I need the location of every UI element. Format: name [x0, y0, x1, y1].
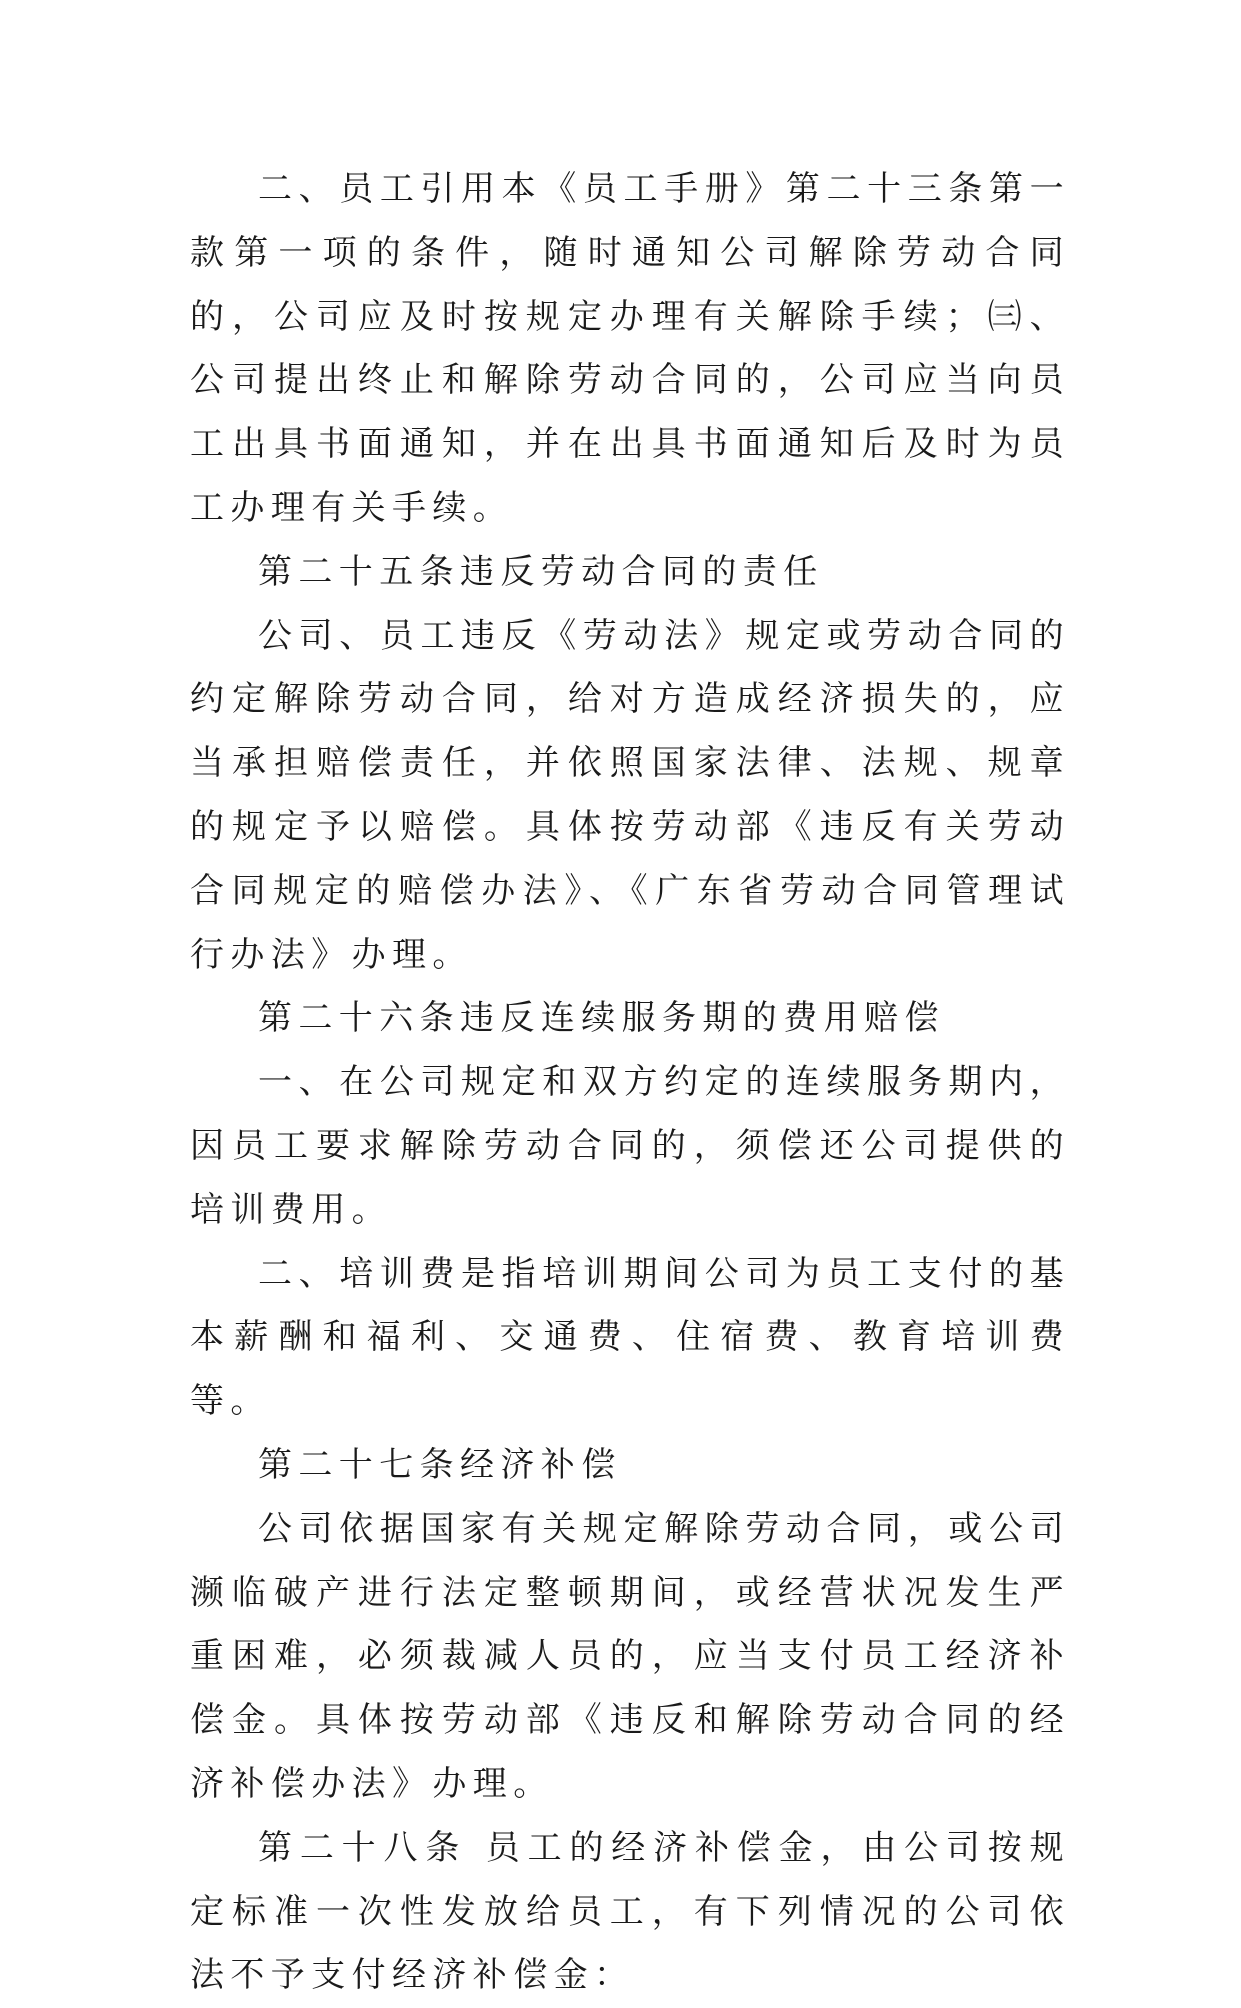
article-title: 违反连续服务期的费用赔偿	[460, 998, 945, 1039]
paragraph-article-28: 第二十八条 员工的经济补偿金，由公司按规定标准一次性发放给员工，有下列情况的公司依法不予支付经济补偿金：	[190, 1827, 1070, 1996]
article-27-heading	[190, 1434, 1070, 1498]
article-number: 第二十七条	[258, 1444, 460, 1485]
paragraph-contract-liability: 公司、员工违反《劳动法》规定或劳动合同的约定解除劳动合同，给对方造成经济损失的，应当承担赔偿责任，并依照国家法律、法规、规章的规定予以赔偿。具体按劳动部《违反有关劳动合同规定的赔偿办法》、《广东省劳动合同管理试行办法》办理。	[190, 615, 1070, 975]
article-number: 第二十五条	[258, 551, 460, 592]
article-number: 第二十六条	[258, 998, 460, 1039]
article-title: 经济补偿	[460, 1444, 622, 1485]
paragraph-economic-compensation: 公司依据国家有关规定解除劳动合同，或公司濒临破产进行法定整顿期间，或经营状况发生严重困难，必须裁减人员的，应当支付员工经济补偿金。具体按劳动部《违反和解除劳动合同的经济补偿办法》办理。	[190, 1508, 1070, 1804]
article-title: 违反劳动合同的责任	[460, 551, 824, 592]
article-25-heading	[190, 541, 1070, 605]
paragraph-training-fee-definition: 二、培训费是指培训期间公司为员工支付的基本薪酬和福利、交通费、住宿费、教育培训费等。	[190, 1253, 1070, 1422]
article-26-heading	[190, 987, 1070, 1051]
document-body	[190, 158, 1070, 2008]
paragraph-termination-procedure: 二、员工引用本《员工手册》第二十三条第一款第一项的条件，随时通知公司解除劳动合同的，公司应及时按规定办理有关解除手续；㈢、公司提出终止和解除劳动合同的，公司应当向员工出具书面通知，并在出具书面通知后及时为员工办理有关手续。	[190, 169, 1070, 528]
paragraph-training-repayment: 一、在公司规定和双方约定的连续服务期内，因员工要求解除劳动合同的，须偿还公司提供的培训费用。	[190, 1062, 1070, 1230]
